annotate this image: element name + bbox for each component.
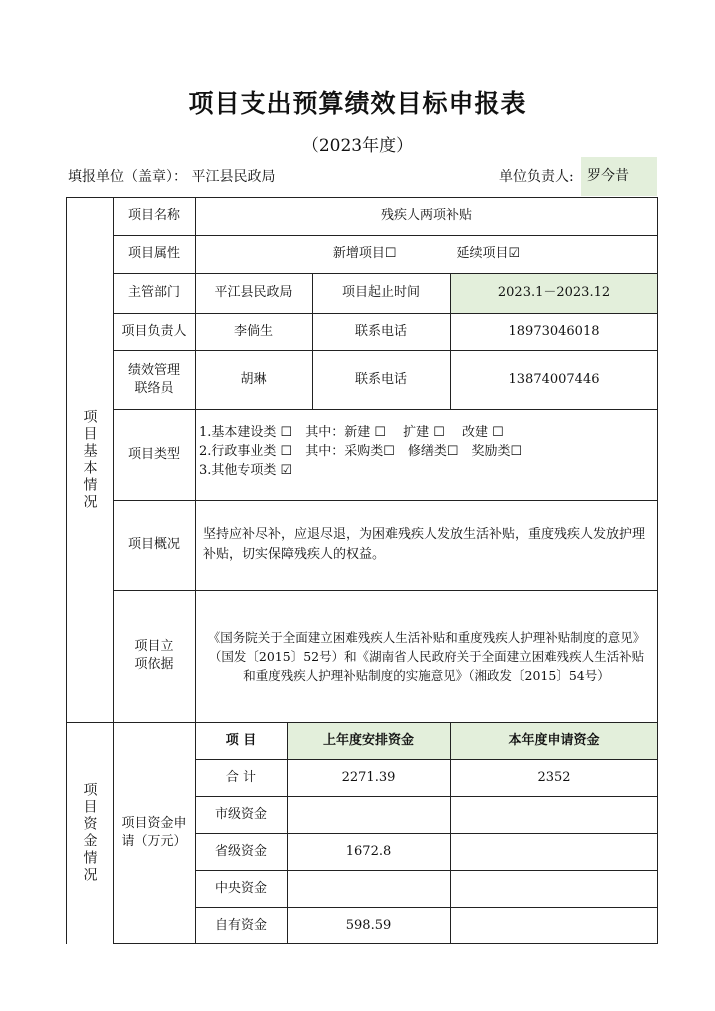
dept-value[interactable]: 平江县民政局 bbox=[214, 285, 293, 300]
grid-line bbox=[195, 759, 658, 760]
owner-phone-value[interactable]: 18973046018 bbox=[508, 323, 600, 339]
liaison-value[interactable]: 胡琳 bbox=[240, 371, 267, 387]
unit-head-label: 单位负责人: bbox=[499, 169, 574, 185]
fund-row-last[interactable]: 2271.39 bbox=[341, 769, 396, 785]
attr-continuing-checkbox[interactable]: 延续项目☑ bbox=[456, 246, 521, 261]
basic-section-label: 项目基本情况 bbox=[81, 408, 98, 511]
fund-row-this[interactable] bbox=[450, 833, 658, 870]
fund-row-label: 中央资金 bbox=[214, 880, 267, 896]
attr-new-checkbox[interactable]: 新增项目☐ bbox=[332, 246, 397, 261]
period-label: 项目起止时间 bbox=[341, 285, 420, 300]
liaison-phone-label: 联系电话 bbox=[354, 371, 407, 387]
col-this-year-header: 本年度申请资金 bbox=[450, 722, 658, 759]
overview-label: 项目概况 bbox=[127, 537, 180, 552]
type-line-3[interactable]: 3.其他专项类 ☑ bbox=[199, 463, 293, 478]
fund-row-last[interactable]: 598.59 bbox=[345, 917, 392, 933]
overview-value[interactable]: 坚持应补尽补，应退尽退，为困难残疾人发放生活补贴，重度残疾人发放护理补贴，切实保障残疾人的权益。 bbox=[203, 527, 646, 562]
grid-line bbox=[195, 796, 658, 797]
fund-row-this[interactable] bbox=[450, 796, 658, 833]
basis-value[interactable]: 《国务院关于全面建立困难残疾人生活补贴和重度残疾人护理补贴制度的意见》（国发〔2015〕52号）和《湖南省人民政府关于全面建立困难残疾人生活补贴和重度残疾人护理补贴制度的实施意见》（湘政发〔2015〕54号） bbox=[207, 629, 646, 683]
reporting-unit-value: 平江县民政局 bbox=[191, 169, 276, 185]
grid-line bbox=[287, 722, 288, 944]
owner-value[interactable]: 李倘生 bbox=[233, 323, 273, 339]
grid-line bbox=[195, 870, 658, 871]
form-year: （2023年度） bbox=[301, 136, 414, 156]
type-options[interactable] bbox=[195, 409, 658, 500]
reporting-unit-label: 填报单位（盖章）： bbox=[68, 169, 187, 185]
grid-line bbox=[195, 833, 658, 834]
fund-row-last[interactable] bbox=[287, 870, 450, 907]
grid-line bbox=[195, 907, 658, 908]
funds-section-label: 项目资金情况 bbox=[81, 782, 98, 884]
project-attr-label: 项目属性 bbox=[127, 246, 180, 261]
form-title: 项目支出预算绩效目标申报表 bbox=[188, 89, 527, 118]
liaison-label: 绩效管理联络员 bbox=[127, 362, 180, 396]
fund-row-last[interactable]: 1672.8 bbox=[345, 843, 392, 859]
grid-line bbox=[312, 273, 313, 409]
project-name-label: 项目名称 bbox=[127, 208, 180, 223]
project-attr-options[interactable] bbox=[195, 235, 658, 273]
col-item-header: 项 目 bbox=[225, 732, 257, 748]
grid-line bbox=[113, 197, 114, 944]
fund-row-this[interactable] bbox=[450, 870, 658, 907]
fund-row-label: 市级资金 bbox=[214, 806, 267, 822]
fund-row-label: 合 计 bbox=[225, 769, 257, 785]
liaison-phone-value[interactable]: 13874007446 bbox=[508, 371, 600, 387]
dept-label: 主管部门 bbox=[127, 285, 180, 300]
funds-apply-label: 项目资金申请（万元） bbox=[121, 816, 187, 849]
grid-line bbox=[450, 722, 451, 944]
grid-line bbox=[195, 197, 196, 944]
table-right-border bbox=[657, 197, 658, 944]
section-divider bbox=[66, 722, 658, 723]
table-left-border bbox=[66, 197, 67, 944]
owner-phone-label: 联系电话 bbox=[354, 323, 407, 339]
basis-label: 项目立项依据 bbox=[134, 639, 174, 672]
period-value[interactable]: 2023.1－2023.12 bbox=[450, 273, 658, 313]
type-label: 项目类型 bbox=[127, 446, 180, 462]
type-line-2[interactable]: 2.行政事业类 ☐ 其中：采购类☐ 修缮类☐ 奖励类☐ bbox=[199, 444, 523, 459]
project-name-value[interactable]: 残疾人两项补贴 bbox=[380, 208, 472, 223]
col-last-year-header: 上年度安排资金 bbox=[287, 722, 450, 759]
fund-row-last[interactable] bbox=[287, 796, 450, 833]
reporting-unit bbox=[68, 166, 275, 186]
fund-row-label: 自有资金 bbox=[214, 917, 267, 933]
fund-row-this[interactable] bbox=[450, 907, 658, 944]
unit-head-value[interactable]: 罗今昔 bbox=[581, 157, 657, 196]
fund-row-label: 省级资金 bbox=[214, 843, 267, 859]
grid-line bbox=[450, 273, 451, 409]
table-top-border bbox=[66, 197, 658, 198]
fund-row-this[interactable]: 2352 bbox=[537, 769, 571, 785]
type-line-1[interactable]: 1.基本建设类 ☐ 其中：新建 ☐ 扩建 ☐ 改建 ☐ bbox=[199, 425, 504, 440]
owner-label: 项目负责人 bbox=[121, 323, 187, 339]
